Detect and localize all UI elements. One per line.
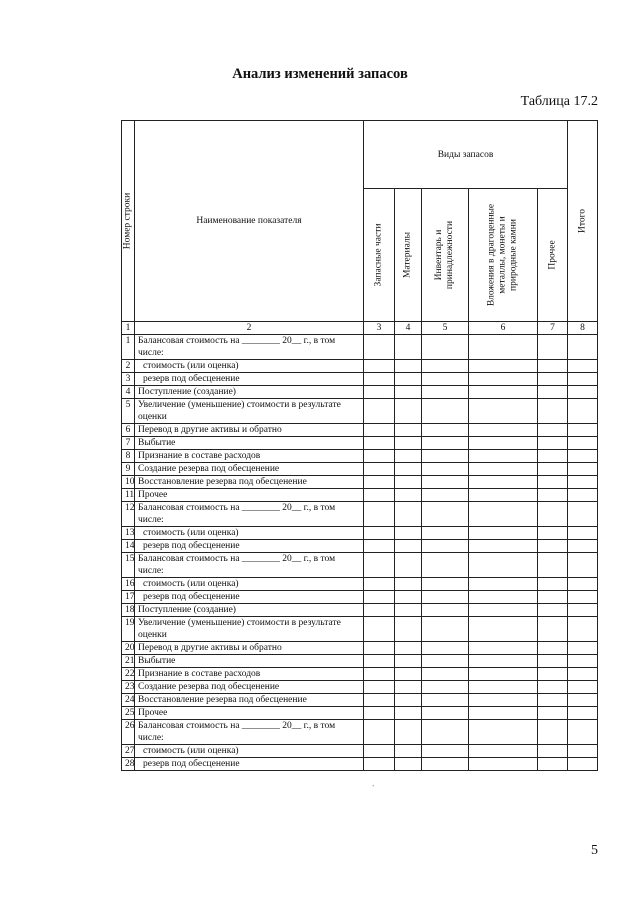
value-cell — [568, 617, 598, 642]
col-number: 4 — [395, 322, 422, 335]
value-cell — [469, 450, 538, 463]
value-cell — [538, 437, 568, 450]
value-cell — [364, 707, 395, 720]
value-cell — [538, 604, 568, 617]
indicator-label: Создание резерва под обесценение — [135, 681, 364, 694]
value-cell — [395, 502, 422, 527]
value-cell — [422, 450, 469, 463]
value-cell — [364, 502, 395, 527]
value-cell — [469, 578, 538, 591]
value-cell — [395, 463, 422, 476]
row-number: 13 — [122, 527, 135, 540]
value-cell — [538, 476, 568, 489]
header-row-number: Номер строки — [122, 121, 135, 322]
indicator-label: Прочее — [135, 707, 364, 720]
value-cell — [469, 668, 538, 681]
row-number: 8 — [122, 450, 135, 463]
value-cell — [469, 399, 538, 424]
table-row — [122, 707, 598, 720]
value-cell — [422, 540, 469, 553]
value-cell — [568, 578, 598, 591]
table-row — [122, 617, 598, 642]
row-number: 1 — [122, 335, 135, 360]
value-cell — [364, 450, 395, 463]
indicator-label: стоимость (или оценка) — [135, 745, 364, 758]
value-cell — [568, 437, 598, 450]
value-cell — [422, 655, 469, 668]
value-cell — [422, 720, 469, 745]
value-cell — [568, 360, 598, 373]
value-cell — [395, 450, 422, 463]
value-cell — [422, 437, 469, 450]
value-cell — [422, 745, 469, 758]
col-number: 1 — [122, 322, 135, 335]
value-cell — [422, 617, 469, 642]
row-number: 7 — [122, 437, 135, 450]
table-row — [122, 360, 598, 373]
indicator-label: резерв под обесценение — [135, 758, 364, 771]
header-precious: Вложения в драгоценные металлы, монеты и природные камни — [469, 189, 538, 322]
indicator-label: Восстановление резерва под обесценение — [135, 476, 364, 489]
table-row — [122, 450, 598, 463]
value-cell — [538, 386, 568, 399]
value-cell — [538, 489, 568, 502]
value-cell — [568, 604, 598, 617]
value-cell — [538, 450, 568, 463]
value-cell — [364, 617, 395, 642]
value-cell — [469, 386, 538, 399]
value-cell — [568, 591, 598, 604]
value-cell — [395, 604, 422, 617]
value-cell — [364, 694, 395, 707]
row-number: 11 — [122, 489, 135, 502]
table-row — [122, 399, 598, 424]
value-cell — [395, 591, 422, 604]
table-row — [122, 386, 598, 399]
value-cell — [469, 694, 538, 707]
value-cell — [364, 681, 395, 694]
indicator-label: Перевод в другие активы и обратно — [135, 642, 364, 655]
value-cell — [395, 578, 422, 591]
table-row — [122, 604, 598, 617]
value-cell — [538, 617, 568, 642]
value-cell — [469, 335, 538, 360]
value-cell — [364, 745, 395, 758]
indicator-label: Признание в составе расходов — [135, 450, 364, 463]
value-cell — [422, 681, 469, 694]
indicator-label: Прочее — [135, 489, 364, 502]
row-number: 4 — [122, 386, 135, 399]
header-total: Итого — [568, 121, 598, 322]
value-cell — [469, 720, 538, 745]
value-cell — [568, 450, 598, 463]
value-cell — [422, 668, 469, 681]
value-cell — [364, 758, 395, 771]
value-cell — [364, 399, 395, 424]
indicator-label: Увеличение (уменьшение) стоимости в результате оценки — [135, 399, 364, 424]
value-cell — [568, 527, 598, 540]
value-cell — [538, 694, 568, 707]
value-cell — [364, 604, 395, 617]
value-cell — [538, 655, 568, 668]
table-row — [122, 373, 598, 386]
table-row — [122, 463, 598, 476]
value-cell — [469, 758, 538, 771]
table-row — [122, 642, 598, 655]
value-cell — [395, 655, 422, 668]
header-types-group: Виды запасов — [364, 121, 568, 189]
value-cell — [568, 386, 598, 399]
value-cell — [568, 463, 598, 476]
value-cell — [469, 553, 538, 578]
value-cell — [364, 489, 395, 502]
value-cell — [395, 617, 422, 642]
row-number: 24 — [122, 694, 135, 707]
col-number: 3 — [364, 322, 395, 335]
table-row — [122, 527, 598, 540]
value-cell — [568, 424, 598, 437]
value-cell — [395, 476, 422, 489]
value-cell — [568, 668, 598, 681]
value-cell — [469, 360, 538, 373]
value-cell — [422, 335, 469, 360]
value-cell — [538, 540, 568, 553]
value-cell — [364, 360, 395, 373]
value-cell — [364, 424, 395, 437]
value-cell — [538, 758, 568, 771]
value-cell — [469, 655, 538, 668]
indicator-label: резерв под обесценение — [135, 373, 364, 386]
value-cell — [538, 578, 568, 591]
value-cell — [364, 553, 395, 578]
indicator-label: Перевод в другие активы и обратно — [135, 424, 364, 437]
row-number: 17 — [122, 591, 135, 604]
indicator-label: Балансовая стоимость на ________ 20__ г., в том числе: — [135, 335, 364, 360]
indicator-label: Балансовая стоимость на ________ 20__ г., в том числе: — [135, 720, 364, 745]
row-number: 28 — [122, 758, 135, 771]
table-row — [122, 681, 598, 694]
value-cell — [422, 386, 469, 399]
table-row — [122, 591, 598, 604]
value-cell — [538, 720, 568, 745]
value-cell — [568, 745, 598, 758]
value-cell — [364, 463, 395, 476]
row-number: 3 — [122, 373, 135, 386]
row-number: 27 — [122, 745, 135, 758]
indicator-label: Увеличение (уменьшение) стоимости в результате оценки — [135, 617, 364, 642]
indicator-label: Восстановление резерва под обесценение — [135, 694, 364, 707]
column-number-row — [122, 322, 598, 335]
value-cell — [538, 424, 568, 437]
value-cell — [422, 373, 469, 386]
value-cell — [538, 399, 568, 424]
value-cell — [568, 655, 598, 668]
value-cell — [422, 360, 469, 373]
indicator-label: Поступление (создание) — [135, 386, 364, 399]
table-row — [122, 540, 598, 553]
value-cell — [568, 681, 598, 694]
value-cell — [538, 681, 568, 694]
row-number: 5 — [122, 399, 135, 424]
header-inventory: Инвентарь и принадлежности — [422, 189, 469, 322]
col-number: 6 — [469, 322, 538, 335]
value-cell — [395, 437, 422, 450]
row-number: 19 — [122, 617, 135, 642]
row-number: 20 — [122, 642, 135, 655]
table-row — [122, 758, 598, 771]
header-spare-parts: Запасные части — [364, 189, 395, 322]
value-cell — [538, 373, 568, 386]
row-number: 12 — [122, 502, 135, 527]
table-row — [122, 489, 598, 502]
row-number: 14 — [122, 540, 135, 553]
value-cell — [395, 424, 422, 437]
value-cell — [469, 617, 538, 642]
value-cell — [538, 745, 568, 758]
col-number: 7 — [538, 322, 568, 335]
value-cell — [422, 463, 469, 476]
value-cell — [538, 707, 568, 720]
table-row — [122, 335, 598, 360]
indicator-label: Балансовая стоимость на ________ 20__ г., в том числе: — [135, 553, 364, 578]
indicator-label: резерв под обесценение — [135, 591, 364, 604]
value-cell — [469, 745, 538, 758]
table-row — [122, 578, 598, 591]
value-cell — [538, 502, 568, 527]
table-row — [122, 476, 598, 489]
value-cell — [364, 578, 395, 591]
value-cell — [538, 360, 568, 373]
value-cell — [395, 707, 422, 720]
value-cell — [422, 642, 469, 655]
value-cell — [568, 540, 598, 553]
value-cell — [395, 668, 422, 681]
value-cell — [395, 553, 422, 578]
value-cell — [469, 527, 538, 540]
value-cell — [364, 476, 395, 489]
value-cell — [469, 707, 538, 720]
value-cell — [469, 642, 538, 655]
row-number: 6 — [122, 424, 135, 437]
table-label: Таблица 17.2 — [520, 94, 598, 109]
indicator-label: Создание резерва под обесценение — [135, 463, 364, 476]
inventory-change-table — [121, 120, 598, 771]
col-number: 5 — [422, 322, 469, 335]
value-cell — [469, 681, 538, 694]
value-cell — [395, 694, 422, 707]
value-cell — [469, 502, 538, 527]
col-number: 2 — [135, 322, 364, 335]
value-cell — [395, 540, 422, 553]
indicator-label: Признание в составе расходов — [135, 668, 364, 681]
row-number: 18 — [122, 604, 135, 617]
table-row — [122, 745, 598, 758]
row-number: 26 — [122, 720, 135, 745]
value-cell — [568, 720, 598, 745]
indicator-label: стоимость (или оценка) — [135, 578, 364, 591]
indicator-label: Выбытие — [135, 655, 364, 668]
value-cell — [422, 527, 469, 540]
row-number: 15 — [122, 553, 135, 578]
value-cell — [568, 489, 598, 502]
value-cell — [422, 489, 469, 502]
value-cell — [568, 399, 598, 424]
table-row — [122, 502, 598, 527]
value-cell — [395, 335, 422, 360]
value-cell — [422, 424, 469, 437]
table-row — [122, 720, 598, 745]
row-number: 22 — [122, 668, 135, 681]
indicator-label: Выбытие — [135, 437, 364, 450]
value-cell — [422, 694, 469, 707]
value-cell — [395, 386, 422, 399]
value-cell — [422, 604, 469, 617]
value-cell — [469, 476, 538, 489]
header-indicator: Наименование показателя — [135, 121, 364, 322]
value-cell — [364, 540, 395, 553]
value-cell — [395, 399, 422, 424]
page-title: Анализ изменений запасов — [232, 66, 408, 82]
value-cell — [538, 591, 568, 604]
table-row — [122, 424, 598, 437]
row-number: 2 — [122, 360, 135, 373]
value-cell — [538, 642, 568, 655]
table-row — [122, 668, 598, 681]
value-cell — [422, 476, 469, 489]
value-cell — [364, 386, 395, 399]
header-materials: Материалы — [395, 189, 422, 322]
value-cell — [568, 694, 598, 707]
table-row — [122, 553, 598, 578]
value-cell — [395, 489, 422, 502]
scan-mark: ` — [372, 784, 375, 793]
value-cell — [395, 360, 422, 373]
value-cell — [568, 707, 598, 720]
table-row — [122, 694, 598, 707]
value-cell — [469, 604, 538, 617]
value-cell — [422, 399, 469, 424]
value-cell — [469, 489, 538, 502]
value-cell — [422, 553, 469, 578]
row-number: 16 — [122, 578, 135, 591]
value-cell — [395, 745, 422, 758]
value-cell — [568, 502, 598, 527]
value-cell — [469, 540, 538, 553]
value-cell — [422, 578, 469, 591]
row-number: 9 — [122, 463, 135, 476]
value-cell — [364, 437, 395, 450]
value-cell — [364, 335, 395, 360]
indicator-label: стоимость (или оценка) — [135, 360, 364, 373]
table-row — [122, 437, 598, 450]
value-cell — [568, 373, 598, 386]
header-other: Прочее — [538, 189, 568, 322]
value-cell — [538, 553, 568, 578]
value-cell — [364, 668, 395, 681]
value-cell — [364, 527, 395, 540]
value-cell — [364, 591, 395, 604]
value-cell — [422, 502, 469, 527]
value-cell — [568, 758, 598, 771]
value-cell — [395, 720, 422, 745]
col-number: 8 — [568, 322, 598, 335]
value-cell — [422, 758, 469, 771]
page-number: 5 — [591, 843, 598, 858]
value-cell — [395, 758, 422, 771]
value-cell — [469, 373, 538, 386]
value-cell — [364, 373, 395, 386]
value-cell — [538, 668, 568, 681]
value-cell — [395, 527, 422, 540]
value-cell — [364, 720, 395, 745]
value-cell — [538, 527, 568, 540]
value-cell — [469, 437, 538, 450]
row-number: 10 — [122, 476, 135, 489]
value-cell — [538, 463, 568, 476]
indicator-label: Поступление (создание) — [135, 604, 364, 617]
value-cell — [364, 642, 395, 655]
value-cell — [568, 553, 598, 578]
value-cell — [469, 463, 538, 476]
value-cell — [364, 655, 395, 668]
value-cell — [469, 424, 538, 437]
indicator-label: Балансовая стоимость на ________ 20__ г., в том числе: — [135, 502, 364, 527]
row-number: 25 — [122, 707, 135, 720]
value-cell — [422, 707, 469, 720]
value-cell — [568, 642, 598, 655]
value-cell — [395, 681, 422, 694]
value-cell — [395, 642, 422, 655]
table-row — [122, 655, 598, 668]
value-cell — [538, 335, 568, 360]
row-number: 21 — [122, 655, 135, 668]
value-cell — [469, 591, 538, 604]
row-number: 23 — [122, 681, 135, 694]
value-cell — [422, 591, 469, 604]
value-cell — [568, 335, 598, 360]
value-cell — [568, 476, 598, 489]
value-cell — [395, 373, 422, 386]
indicator-label: стоимость (или оценка) — [135, 527, 364, 540]
indicator-label: резерв под обесценение — [135, 540, 364, 553]
